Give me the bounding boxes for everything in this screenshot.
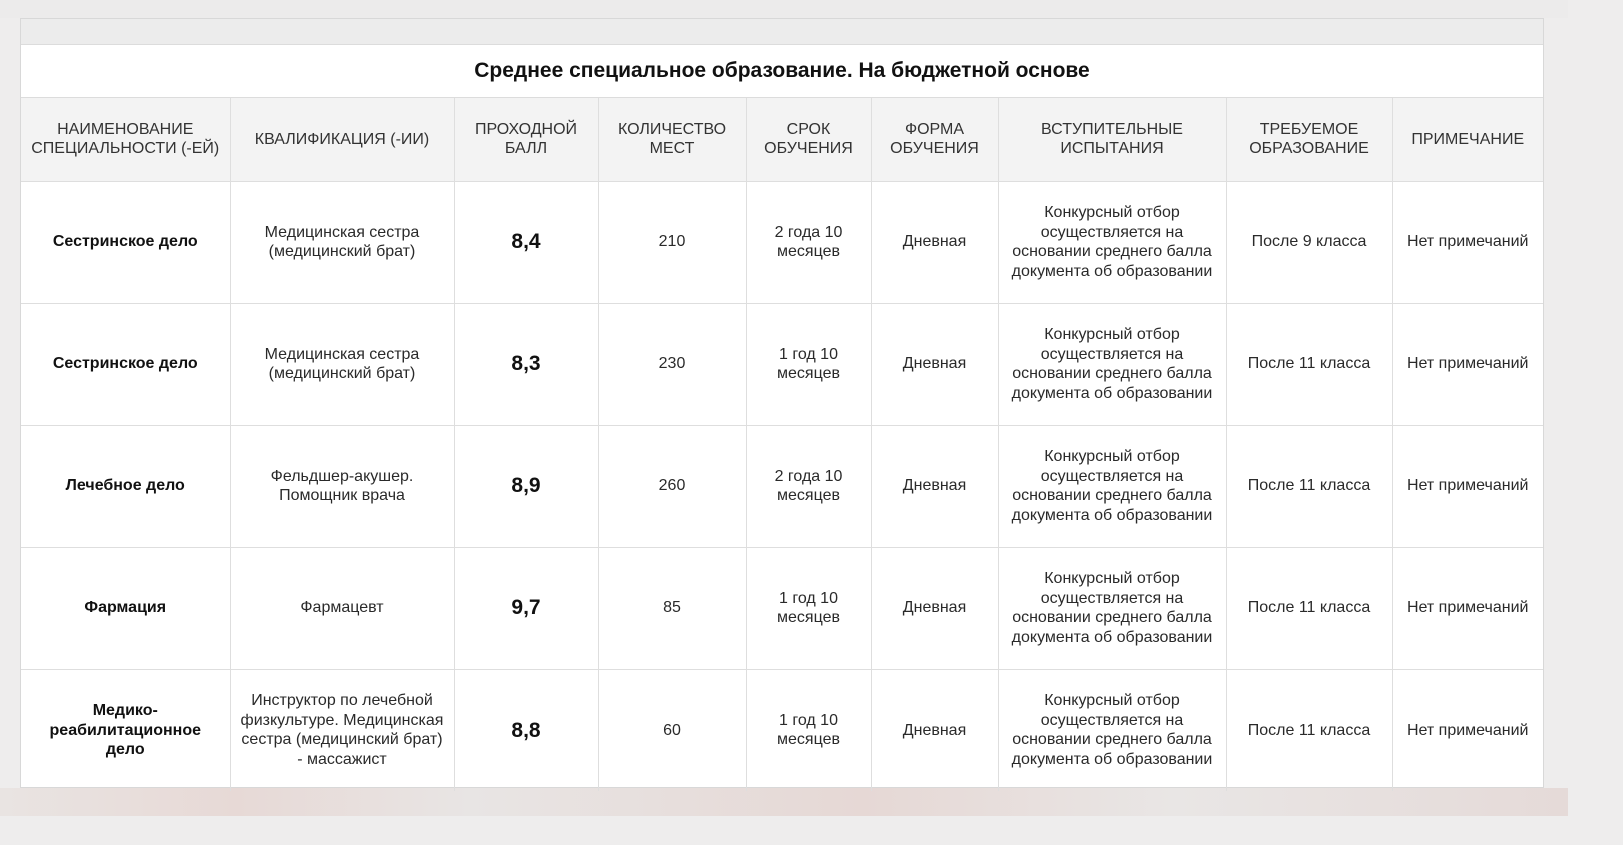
cell-duration: 1 год 10 месяцев	[746, 303, 871, 425]
admissions-table-card	[20, 18, 1544, 788]
column-header-note: ПРИМЕЧАНИЕ	[1392, 98, 1543, 181]
cell-specialty: Сестринское дело	[21, 303, 230, 425]
cell-note: Нет примечаний	[1406, 721, 1529, 739]
table-title: Среднее специальное образование. На бюджетной основе	[21, 45, 1543, 98]
column-header-duration: СРОК ОБУЧЕНИЯ	[746, 98, 871, 181]
cell-specialty: Фармация	[21, 547, 230, 669]
cell-form: Дневная	[871, 181, 998, 303]
cell-places: 230	[598, 303, 746, 425]
table-row	[21, 425, 1543, 547]
cell-specialty: Сестринское дело	[21, 181, 230, 303]
table-top-strip	[21, 19, 1543, 45]
cell-score: 8,8	[454, 669, 598, 791]
column-header-exams: ВСТУПИТЕЛЬНЫЕ ИСПЫТАНИЯ	[998, 98, 1226, 181]
cell-exams: Конкурсный отбор осуществляется на основании среднего балла документа об образовании	[998, 425, 1226, 547]
table-row	[21, 181, 1543, 303]
column-header-specialty: НАИМЕНОВАНИЕ СПЕЦИАЛЬНОСТИ (-ЕЙ)	[21, 98, 230, 181]
column-header-form: ФОРМА ОБУЧЕНИЯ	[871, 98, 998, 181]
column-header-qualification: КВАЛИФИКАЦИЯ (-ИИ)	[230, 98, 454, 181]
cell-places: 260	[598, 425, 746, 547]
cell-duration: 2 года 10 месяцев	[746, 425, 871, 547]
cell-exams: Конкурсный отбор осуществляется на основании среднего балла документа об образовании	[998, 547, 1226, 669]
cell-qualification: Медицинская сестра (медицинский брат)	[230, 181, 454, 303]
cell-form: Дневная	[871, 547, 998, 669]
cell-exams: Конкурсный отбор осуществляется на основании среднего балла документа об образовании	[998, 669, 1226, 791]
cell-education: После 9 класса	[1226, 181, 1392, 303]
cell-score: 8,3	[454, 303, 598, 425]
cell-qualification: Фармацевт	[230, 547, 454, 669]
cell-form: Дневная	[871, 425, 998, 547]
cell-score: 8,9	[454, 425, 598, 547]
cell-qualification: Фельдшер-акушер. Помощник врача	[230, 425, 454, 547]
cell-note: Нет примечаний	[1392, 181, 1543, 303]
cell-education: После 11 класса	[1226, 669, 1392, 791]
cell-form: Дневная	[871, 303, 998, 425]
column-header-places: КОЛИЧЕСТВО МЕСТ	[598, 98, 746, 181]
cell-exams: Конкурсный отбор осуществляется на основании среднего балла документа об образовании	[998, 181, 1226, 303]
page-background-top	[0, 0, 1568, 18]
cell-note: Нет примечаний	[1392, 303, 1543, 425]
header-row	[21, 98, 1543, 181]
table-body	[21, 181, 1543, 791]
column-header-score: ПРОХОДНОЙ БАЛЛ	[454, 98, 598, 181]
cell-score: 8,4	[454, 181, 598, 303]
table-header	[21, 98, 1543, 181]
cell-note: Нет примечаний	[1392, 547, 1543, 669]
page-background-bottom	[0, 788, 1568, 816]
cell-qualification: Инструктор по лечебной физкультуре. Медицинская сестра (медицинский брат) - массажист	[230, 669, 454, 791]
cell-education: После 11 класса	[1226, 303, 1392, 425]
cell-exams: Конкурсный отбор осуществляется на основании среднего балла документа об образовании	[998, 303, 1226, 425]
cell-education: После 11 класса	[1226, 425, 1392, 547]
cell-duration: 1 год 10 месяцев	[746, 547, 871, 669]
cell-duration: 2 года 10 месяцев	[746, 181, 871, 303]
admissions-table	[21, 98, 1543, 791]
cell-places: 210	[598, 181, 746, 303]
cell-form: Дневная	[871, 669, 998, 791]
cell-places: 60	[598, 669, 746, 791]
cell-qualification: Медицинская сестра (медицинский брат)	[230, 303, 454, 425]
table-row	[21, 669, 1543, 791]
table-row	[21, 547, 1543, 669]
cell-places: 85	[598, 547, 746, 669]
cell-score: 9,7	[454, 547, 598, 669]
column-header-education: ТРЕБУЕМОЕ ОБРАЗОВАНИЕ	[1226, 98, 1392, 181]
cell-specialty: Медико-реабилитационное дело	[21, 669, 230, 791]
cell-duration: 1 год 10 месяцев	[746, 669, 871, 791]
cell-note: Нет примечаний	[1392, 425, 1543, 547]
cell-education: После 11 класса	[1226, 547, 1392, 669]
cell-specialty: Лечебное дело	[21, 425, 230, 547]
table-row	[21, 303, 1543, 425]
